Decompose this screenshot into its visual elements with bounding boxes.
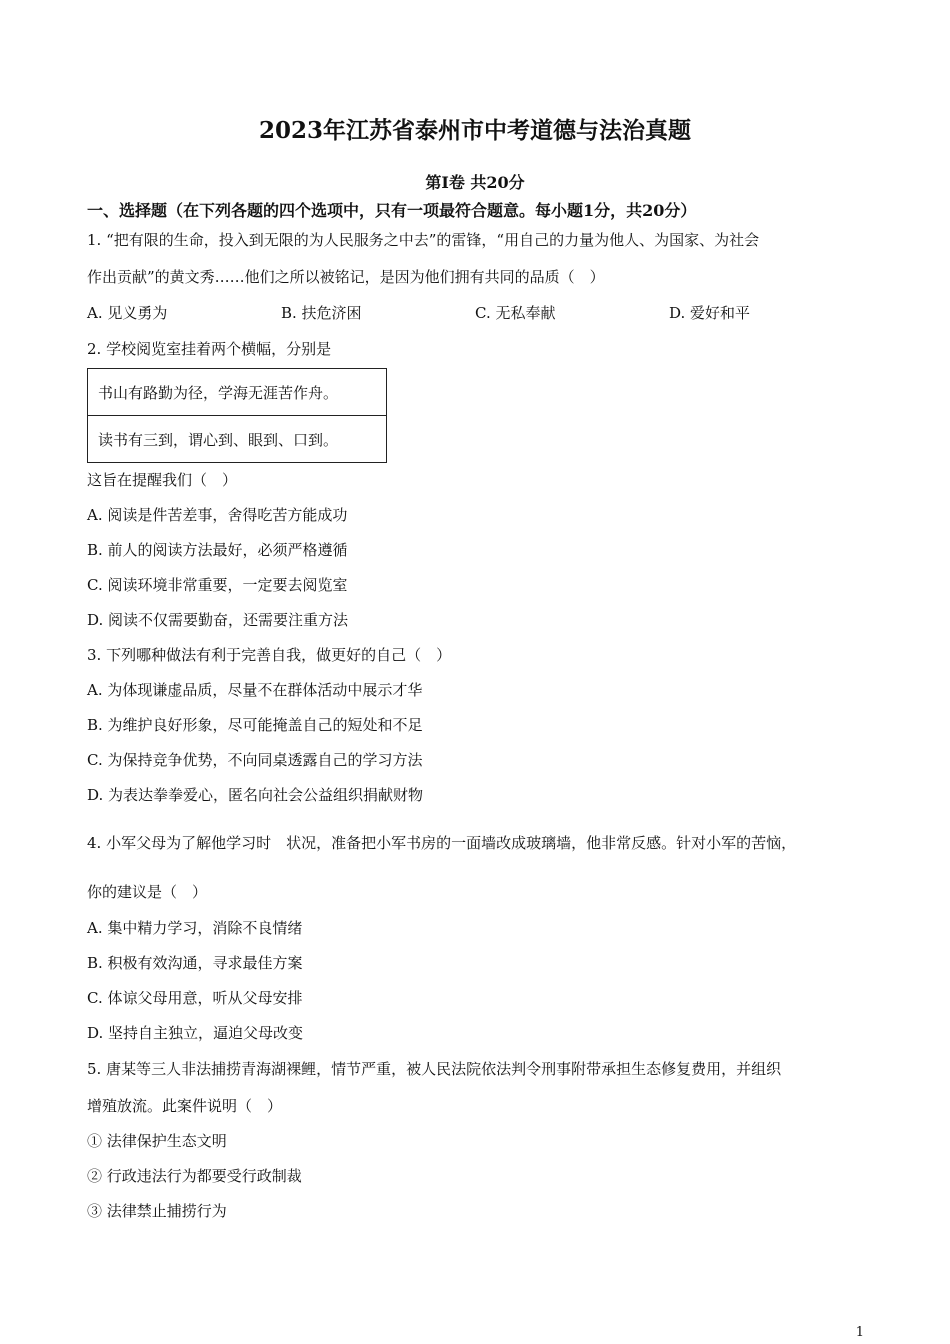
page-number: 1 — [855, 1325, 864, 1340]
q4-option-c: C. 体谅父母用意，听从父母安排 — [87, 989, 303, 1007]
question-2-prompt: 这旨在提醒我们（ ） — [87, 471, 238, 489]
banner-table — [87, 368, 387, 463]
q4-option-d: D. 坚持自主独立，逼迫父母改变 — [87, 1024, 304, 1042]
question-5-line-2: 增殖放流。此案件说明（ ） — [87, 1097, 283, 1115]
q2-option-b: B. 前人的阅读方法最好，必须严格遵循 — [87, 541, 348, 559]
question-4-line-2: 你的建议是（ ） — [87, 883, 208, 901]
question-1-line-1: 1. “把有限的生命，投入到无限的为人民服务之中去”的雷锋，“用自己的力量为他人、为国家、为社会 — [87, 231, 760, 249]
q3-option-c: C. 为保持竞争优势，不向同桌透露自己的学习方法 — [87, 751, 423, 769]
q2-option-a: A. 阅读是件苦差事，舍得吃苦方能成功 — [87, 506, 348, 524]
q2-option-c: C. 阅读环境非常重要，一定要去阅览室 — [87, 576, 348, 594]
question-2-stem: 2. 学校阅览室挂着两个横幅，分别是 — [87, 340, 332, 358]
q1-option-d: D. 爱好和平 — [669, 304, 751, 322]
q1-option-b: B. 扶危济困 — [281, 304, 362, 322]
q3-option-a: A. 为体现谦虚品质，尽量不在群体活动中展示才华 — [87, 681, 423, 699]
q1-option-c: C. 无私奉献 — [475, 304, 556, 322]
q5-statement-3: ③ 法律禁止捕捞行为 — [87, 1202, 227, 1220]
q4-option-a: A. 集中精力学习，消除不良情绪 — [87, 919, 303, 937]
banner-1: 书山有路勤为径，学海无涯苦作舟。 — [88, 369, 387, 416]
question-1-line-2: 作出贡献”的黄文秀……他们之所以被铭记，是因为他们拥有共同的品质（ ） — [87, 268, 605, 286]
q3-option-b: B. 为维护良好形象，尽可能掩盖自己的短处和不足 — [87, 716, 423, 734]
q3-option-d: D. 为表达拳拳爱心，匿名向社会公益组织捐献财物 — [87, 786, 424, 804]
page-title: 2023年江苏省泰州市中考道德与法治真题 — [258, 117, 691, 144]
q5-statement-2: ② 行政违法行为都要受行政制裁 — [87, 1167, 302, 1185]
q5-statement-1: ① 法律保护生态文明 — [87, 1132, 227, 1150]
q1-option-a: A. 见义勇为 — [87, 304, 168, 322]
q2-option-d: D. 阅读不仅需要勤奋，还需要注重方法 — [87, 611, 349, 629]
section-volume-heading: 第Ⅰ卷 共20分 — [425, 173, 525, 192]
question-4-line-1: 4. 小军父母为了解他学习时 状况，准备把小军书房的一面墙改成玻璃墙，他非常反感。针对小军的苦恼， — [87, 834, 797, 852]
question-3-stem: 3. 下列哪种做法有利于完善自我，做更好的自己（ ） — [87, 646, 452, 664]
q4-option-b: B. 积极有效沟通，寻求最佳方案 — [87, 954, 303, 972]
banner-2: 读书有三到，谓心到、眼到、口到。 — [88, 416, 387, 463]
section-heading: 一、选择题（在下列各题的四个选项中，只有一项最符合题意。每小题1分，共20分） — [87, 201, 697, 220]
question-5-line-1: 5. 唐某等三人非法捕捞青海湖裸鲤，情节严重，被人民法院依法判令刑事附带承担生态修复费用，并组织 — [87, 1060, 782, 1078]
